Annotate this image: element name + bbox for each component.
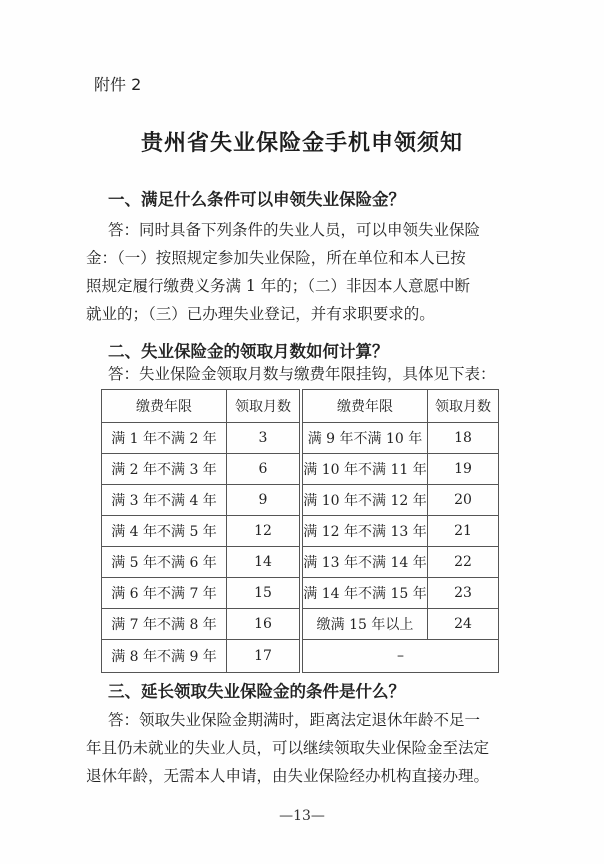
table-row (102, 516, 300, 547)
months-cell: 9 (227, 485, 300, 516)
section-3-answer (86, 706, 490, 790)
table-row (303, 578, 499, 609)
period-cell: 满 13 年不满 14 年 (303, 547, 428, 578)
section-2-intro: 答：失业保险金领取月数与缴费年限挂钩，具体见下表： (108, 365, 496, 383)
table-row (303, 609, 499, 640)
period-cell: 满 2 年不满 3 年 (102, 454, 227, 485)
table-row (303, 547, 499, 578)
period-cell: 满 5 年不满 6 年 (102, 547, 227, 578)
months-cell: 24 (428, 609, 499, 640)
months-cell: 19 (428, 454, 499, 485)
period-cell: 满 10 年不满 11 年 (303, 454, 428, 485)
period-cell: 满 14 年不满 15 年 (303, 578, 428, 609)
column-header: 领取月数 (227, 390, 300, 423)
table-row (102, 640, 300, 673)
attachment-label: 附件 2 (94, 75, 142, 94)
page-title: 贵州省失业保险金手机申领须知 (140, 131, 463, 156)
section-2-heading: 二、失业保险金的领取月数如何计算？ (108, 342, 389, 361)
fee-table-left (101, 389, 300, 673)
table-row (102, 423, 300, 454)
column-header: 缴费年限 (102, 390, 227, 423)
table-row (303, 423, 499, 454)
table-row (102, 454, 300, 485)
months-cell: 6 (227, 454, 300, 485)
section-1-answer (86, 216, 481, 328)
period-cell: 满 1 年不满 2 年 (102, 423, 227, 454)
months-cell: 16 (227, 609, 300, 640)
months-cell: 14 (227, 547, 300, 578)
section-1-heading: 一、满足什么条件可以申领失业保险金？ (108, 190, 405, 209)
answer-line: 退休年龄，无需本人申请，由失业保险经办机构直接办理。 (86, 767, 490, 785)
table-header-row (303, 390, 499, 423)
months-cell: 12 (227, 516, 300, 547)
months-cell: 21 (428, 516, 499, 547)
months-cell: 3 (227, 423, 300, 454)
fee-table-right (302, 389, 499, 673)
period-cell: 满 4 年不满 5 年 (102, 516, 227, 547)
table-row (303, 640, 499, 673)
period-cell: 缴满 15 年以上 (303, 609, 428, 640)
period-cell: 满 6 年不满 7 年 (102, 578, 227, 609)
period-cell: 满 7 年不满 8 年 (102, 609, 227, 640)
column-header: 缴费年限 (303, 390, 428, 423)
answer-line: 答：领取失业保险金期满时，距离法定退休年龄不足一 (108, 711, 481, 729)
months-cell: 18 (428, 423, 499, 454)
months-cell: 22 (428, 547, 499, 578)
period-cell: 满 3 年不满 4 年 (102, 485, 227, 516)
answer-line: 年且仍未就业的失业人员，可以继续领取失业保险金至法定 (86, 739, 490, 757)
period-cell: 满 10 年不满 12 年 (303, 485, 428, 516)
column-header: 领取月数 (428, 390, 499, 423)
answer-line: 金：（一）按照规定参加失业保险，所在单位和本人已按 (86, 249, 466, 267)
months-cell: 23 (428, 578, 499, 609)
period-cell: 满 8 年不满 9 年 (102, 640, 227, 673)
table-row (102, 609, 300, 640)
answer-line: 就业的；（三）已办理失业登记，并有求职要求的。 (86, 305, 435, 323)
table-row (102, 547, 300, 578)
section-3-heading: 三、延长领取失业保险金的条件是什么？ (108, 682, 405, 701)
months-cell: 17 (227, 640, 300, 673)
empty-cell: – (303, 640, 499, 673)
table-row (303, 485, 499, 516)
table-row (102, 578, 300, 609)
answer-line: 答：同时具备下列条件的失业人员，可以申领失业保险 (108, 221, 481, 239)
table-row (303, 516, 499, 547)
period-cell: 满 9 年不满 10 年 (303, 423, 428, 454)
table-row (303, 454, 499, 485)
months-cell: 20 (428, 485, 499, 516)
table-row (102, 485, 300, 516)
table-header-row (102, 390, 300, 423)
months-cell: 15 (227, 578, 300, 609)
period-cell: 满 12 年不满 13 年 (303, 516, 428, 547)
answer-line: 照规定履行缴费义务满 1 年的；（二）非因本人意愿中断 (86, 277, 470, 295)
page-number: —13— (279, 808, 325, 824)
